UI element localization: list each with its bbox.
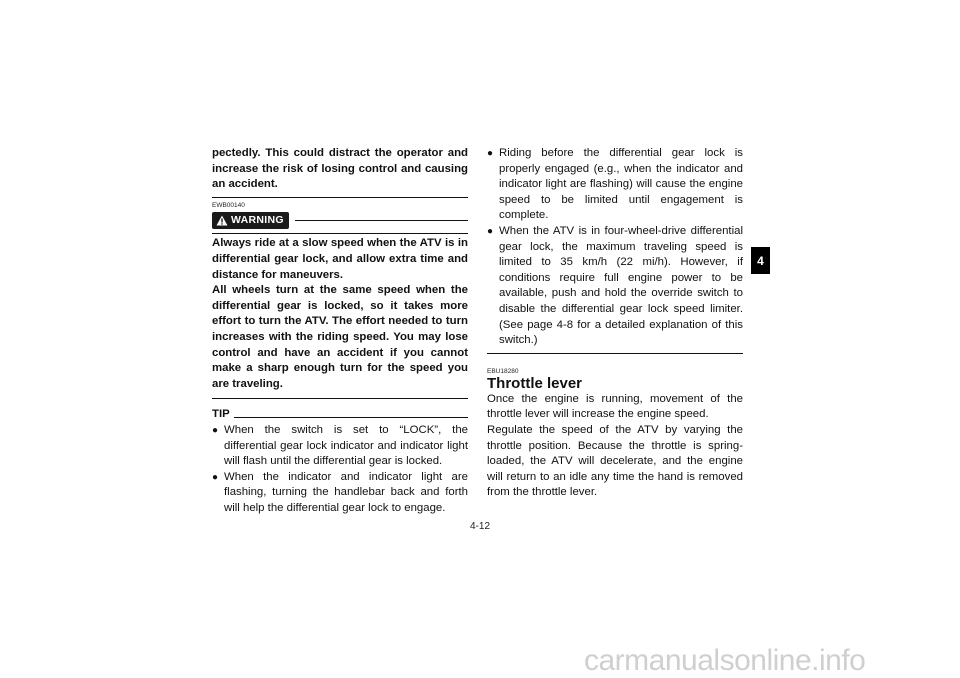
list-item xyxy=(487,146,743,224)
section-paragraph-1: Once the engine is running, movement of the throttle lever will increase the engine speed. xyxy=(487,392,743,421)
list-item xyxy=(212,470,468,517)
warning-paragraph-2: All wheels turn at the same speed when the differential gear is locked, so it takes more effort to turn the ATV. The effort needed to turn increases with the riding speed. You may lose control and have an accident if you cannot make a sharp enough turn for the speed you are traveling. xyxy=(212,284,468,390)
tip-header xyxy=(212,407,468,423)
tip-bottom-rule xyxy=(487,353,743,354)
chapter-tab: 4 xyxy=(751,247,770,274)
list-item xyxy=(212,423,468,470)
watermark: carmanualsonline.info xyxy=(584,644,866,677)
bullet-icon: ● xyxy=(487,225,494,237)
warning-paragraph-1: Always ride at a slow speed when the ATV is in differential gear lock, and allow extra time and distance for maneuvers. xyxy=(212,237,468,281)
warning-header xyxy=(212,212,468,230)
tip-list-right xyxy=(487,146,743,349)
bullet-icon: ● xyxy=(212,424,219,436)
warning-top-rule xyxy=(212,197,468,198)
tip-item-text: When the indicator and indicator light are flashing, turning the handlebar back and forth will help the differential gear lock to engage. xyxy=(224,470,468,514)
section-code: EBU18280 xyxy=(487,367,519,375)
right-column xyxy=(487,146,743,501)
warning-label: WARNING xyxy=(231,213,284,226)
warning-body-rule xyxy=(212,233,468,234)
bullet-icon: ● xyxy=(487,148,494,159)
tip-header-rule xyxy=(234,417,468,418)
section-title: Throttle lever xyxy=(487,374,583,392)
left-column xyxy=(212,146,468,516)
section-paragraph-2: Regulate the speed of the ATV by varying the throttle position. Because the throttle is spring-loaded, the ATV will decelerate, and the engine will return to an idle any time the hand is removed from the throttle lever. xyxy=(487,423,743,499)
bullet-icon: ● xyxy=(212,471,219,483)
warning-header-rule xyxy=(295,220,468,221)
tip-list-left xyxy=(212,423,468,517)
tip-item-text: When the ATV is in four-wheel-drive differential gear lock, the maximum traveling speed is limited to 35 km/h (22 mi/h). However, if conditions require full engine power to be available, push and hold the override switch to disable the differential gear lock speed limiter. (See page 4-8 for a detailed explanation of this switch.) xyxy=(499,224,743,347)
warning-bottom-rule xyxy=(212,398,468,399)
warning-badge xyxy=(212,212,289,230)
tip-label: TIP xyxy=(212,408,230,421)
warning-code: EWB00140 xyxy=(212,201,245,209)
tip-item-text: When the switch is set to “LOCK”, the differential gear lock indicator and indicator light will flash until the differential gear is locked. xyxy=(224,423,468,468)
warning-triangle-icon xyxy=(216,215,228,226)
tip-item-text: Riding before the differential gear lock is properly engaged (e.g., when the indicator and indicator light are flashing) will cause the engine speed to be limited until engagement is complete. xyxy=(499,147,743,222)
continued-warning-text: pectedly. This could distract the operator and increase the risk of losing control and causing an accident. xyxy=(212,147,468,191)
page-number: 4-12 xyxy=(470,521,491,532)
list-item xyxy=(487,224,743,349)
